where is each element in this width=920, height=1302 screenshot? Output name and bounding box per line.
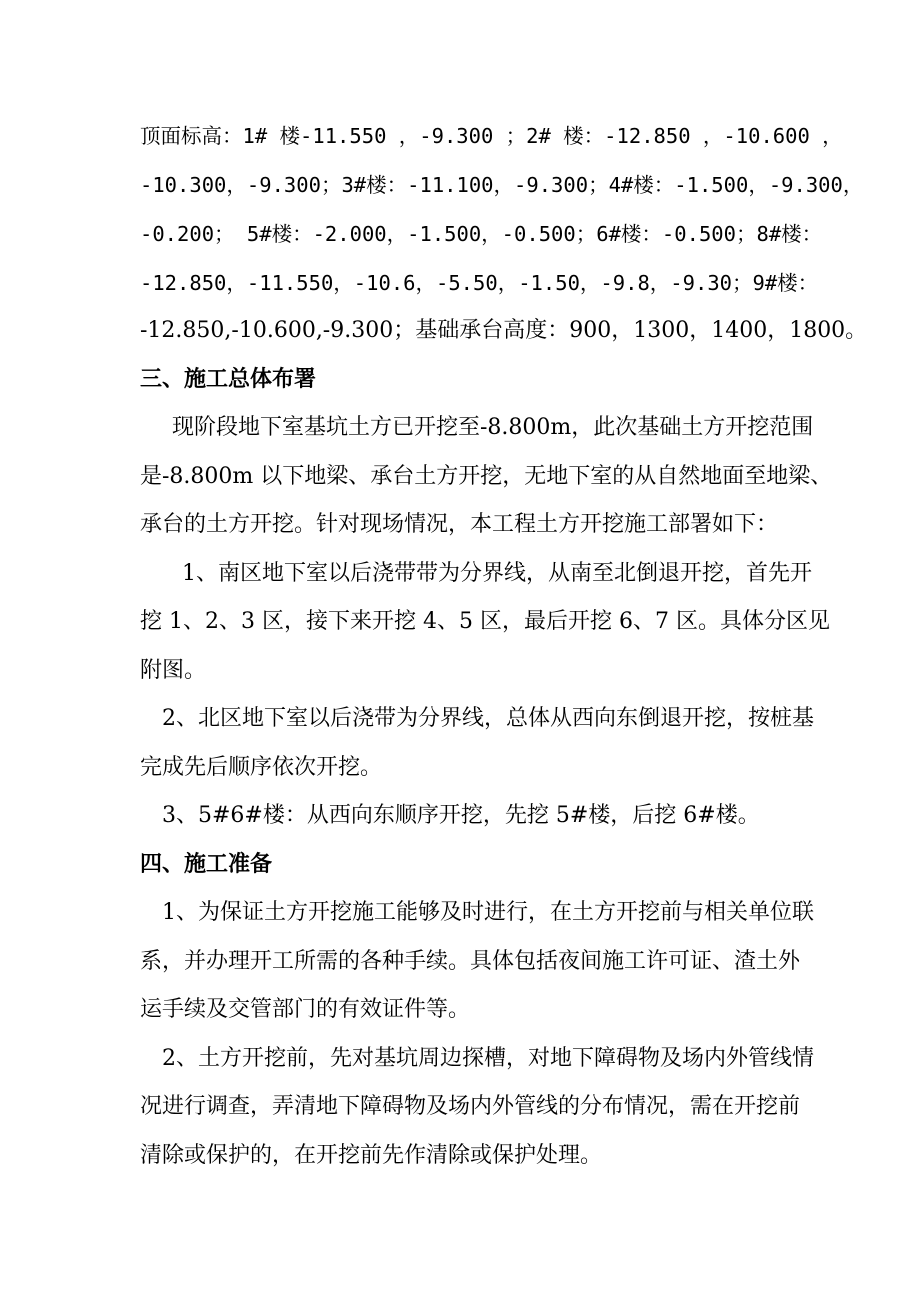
elevation-line-1: 顶面标高：1# 楼-11.550 ，-9.300 ；2# 楼：-12.850 ，-10.600 ， <box>140 124 843 148</box>
paragraph-line: 清除或保护的，在开挖前先作清除或保护处理。 <box>140 1143 603 1168</box>
elevation-line-3: -0.200； 5#楼：-2.000，-1.500，-0.500；6#楼：-0.500；8#楼： <box>140 222 823 246</box>
elevation-line-4: -12.850，-11.550，-10.6，-5.50，-1.50，-9.8，-9.30；9#楼： <box>140 271 819 295</box>
paragraph-line: 系，并办理开工所需的各种手续。具体包括夜间施工许可证、渣土外 <box>140 949 801 974</box>
paragraph-line: 挖 1、2、3 区，接下来开挖 4、5 区，最后开挖 6、7 区。具体分区见 <box>140 609 830 634</box>
paragraph-line: 1、为保证土方开挖施工能够及时进行，在土方开挖前与相关单位联 <box>162 900 814 925</box>
paragraph-line: 3、5#6#楼：从西向东顺序开挖，先挖 5#楼，后挖 6#楼。 <box>162 803 760 828</box>
paragraph-line: 承台的土方开挖。针对现场情况，本工程土方开挖施工部署如下： <box>140 512 779 537</box>
elevation-line-2: -10.300，-9.300；3#楼：-11.100，-9.300；4#楼：-1.500，-9.300， <box>140 173 864 197</box>
elevation-line-5: -12.850,-10.600,-9.300；基础承台高度：900，1300，1400，1800。 <box>140 318 868 343</box>
paragraph-line: 附图。 <box>140 658 207 683</box>
paragraph-line: 现阶段地下室基坑土方已开挖至-8.800m，此次基础土方开挖范围 <box>172 415 814 440</box>
paragraph-line: 2、土方开挖前，先对基坑周边探槽，对地下障碍物及场内外管线情 <box>162 1046 814 1071</box>
paragraph-line: 1、南区地下室以后浇带带为分界线，从南至北倒退开挖，首先开 <box>182 561 812 586</box>
paragraph-line: 完成先后顺序依次开挖。 <box>140 755 383 780</box>
section-4-heading: 四、施工准备 <box>140 852 273 877</box>
paragraph-line: 2、北区地下室以后浇带为分界线，总体从西向东倒退开挖，按桩基 <box>162 706 814 731</box>
paragraph-line: 是-8.800m 以下地梁、承台土方开挖，无地下室的从自然地面至地梁、 <box>140 464 833 489</box>
paragraph-line: 运手续及交管部门的有效证件等。 <box>140 997 471 1022</box>
paragraph-line: 况进行调查，弄清地下障碍物及场内外管线的分布情况，需在开挖前 <box>140 1094 801 1119</box>
section-3-heading: 三、施工总体布署 <box>140 367 317 392</box>
